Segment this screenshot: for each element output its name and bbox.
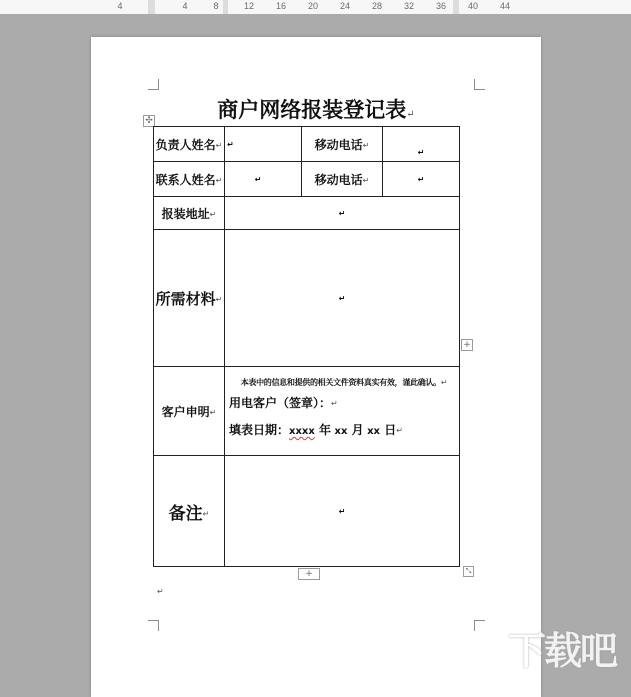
- liaison-value-cell[interactable]: [225, 162, 302, 197]
- ruler-margin-right: [459, 0, 631, 14]
- paragraph-mark: ↵: [215, 175, 223, 185]
- address-label: 报装地址: [161, 206, 210, 221]
- paragraph-mark: ↵: [362, 175, 370, 185]
- paragraph-mark: ↵: [396, 426, 403, 435]
- ruler-tick-label: 32: [403, 1, 415, 11]
- paragraph-mark: ↵: [338, 293, 346, 303]
- table-cell-label[interactable]: [154, 162, 225, 197]
- table-row: [154, 367, 460, 456]
- declaration-statement: [229, 377, 459, 388]
- table-cell-label[interactable]: [302, 162, 383, 197]
- date-line: [229, 421, 459, 438]
- paragraph-mark: ↵: [209, 209, 217, 219]
- table-cell-label[interactable]: [154, 127, 225, 162]
- paragraph-mark: ↵: [338, 506, 346, 516]
- contact-person-label: 负责人姓名: [155, 137, 216, 152]
- table-cell-label[interactable]: [154, 367, 225, 456]
- notes-label: 备注: [168, 503, 203, 524]
- date-year: xxxx: [289, 426, 315, 437]
- watermark-logo: 下载吧: [508, 629, 617, 673]
- table-move-handle-icon[interactable]: ✣: [143, 115, 155, 127]
- ruler-tick-label: 24: [339, 1, 351, 11]
- table-row: [154, 162, 460, 197]
- table-row: [154, 197, 460, 230]
- paragraph-mark: ↵: [440, 378, 448, 387]
- paragraph-mark: ↵: [209, 407, 217, 417]
- mobile-label-2: 移动电话: [314, 172, 363, 187]
- ruler-tick-label: 28: [371, 1, 383, 11]
- signature-line: [229, 394, 459, 411]
- mobile-value-cell-1[interactable]: [383, 127, 460, 162]
- materials-label: 所需材料: [155, 289, 216, 308]
- date-label: 填表日期：: [229, 423, 290, 437]
- table-row: [154, 230, 460, 367]
- table-cell-label[interactable]: [302, 127, 383, 162]
- crop-mark-top-right: [474, 79, 485, 90]
- table-cell-label[interactable]: [154, 230, 225, 367]
- crop-mark-bottom-left: [148, 620, 159, 631]
- crop-mark-top-left: [148, 79, 159, 90]
- ruler-tick-label: 16: [275, 1, 287, 11]
- signature-label: 用电客户（签章）：: [229, 396, 332, 410]
- paragraph-mark: ↵: [417, 148, 425, 157]
- ruler-tick-label: 20: [307, 1, 319, 11]
- table-cell-label[interactable]: [154, 456, 225, 567]
- mobile-value-cell-2[interactable]: [383, 162, 460, 197]
- year-char: 年: [319, 423, 332, 437]
- notes-value-cell[interactable]: [225, 456, 460, 567]
- ruler-tick-label: 8: [213, 1, 219, 11]
- paragraph-mark: ↵: [227, 139, 234, 149]
- paragraph-mark: ↵: [331, 399, 338, 408]
- horizontal-ruler[interactable]: [0, 0, 631, 14]
- paragraph-mark: ↵: [338, 208, 346, 218]
- ruler-tick-label: 36: [435, 1, 447, 11]
- table-resize-icon[interactable]: ⤡: [463, 566, 474, 577]
- paragraph-mark: ↵: [215, 140, 223, 150]
- paragraph-mark: ↵: [215, 294, 223, 304]
- ruler-tick-label: 12: [243, 1, 255, 11]
- registration-form-table[interactable]: [153, 126, 460, 567]
- ruler-tick-label: 44: [499, 1, 511, 11]
- liaison-label: 联系人姓名: [155, 172, 216, 187]
- materials-value-cell[interactable]: [225, 230, 460, 367]
- paragraph-mark: ↵: [362, 140, 370, 150]
- add-row-icon[interactable]: +: [298, 568, 320, 580]
- ruler-tick-label: 4: [117, 1, 123, 11]
- paragraph-mark: ↵: [417, 174, 425, 184]
- ruler-margin-left: [0, 0, 148, 14]
- document-page[interactable]: [91, 37, 541, 697]
- day-char: 日: [384, 423, 397, 437]
- paragraph-mark: ↵: [157, 587, 164, 596]
- ruler-tick-label: 4: [182, 1, 188, 11]
- table-cell-label[interactable]: [154, 197, 225, 230]
- crop-mark-bottom-right: [474, 620, 485, 631]
- contact-person-value-cell[interactable]: [225, 127, 302, 162]
- address-value-cell[interactable]: [225, 197, 460, 230]
- declaration-cell[interactable]: [225, 367, 460, 456]
- mobile-label-1: 移动电话: [314, 137, 363, 152]
- document-title-text: 商户网络报装登记表: [217, 97, 407, 122]
- date-day: xx: [367, 426, 381, 437]
- declaration-statement-text: 本表中的信息和提供的相关文件资料真实有效，谨此确认。: [240, 378, 441, 387]
- document-title[interactable]: [91, 94, 541, 124]
- ruler-tick-label: 40: [467, 1, 479, 11]
- paragraph-mark: ↵: [254, 174, 262, 184]
- paragraph-mark: ↵: [406, 109, 415, 120]
- paragraph-mark: ↵: [202, 509, 210, 518]
- table-row: [154, 127, 460, 162]
- table-row: [154, 456, 460, 567]
- date-month: xx: [334, 426, 348, 437]
- add-column-icon[interactable]: +: [461, 339, 473, 351]
- month-char: 月: [351, 423, 364, 437]
- declaration-label: 客户申明: [161, 404, 210, 419]
